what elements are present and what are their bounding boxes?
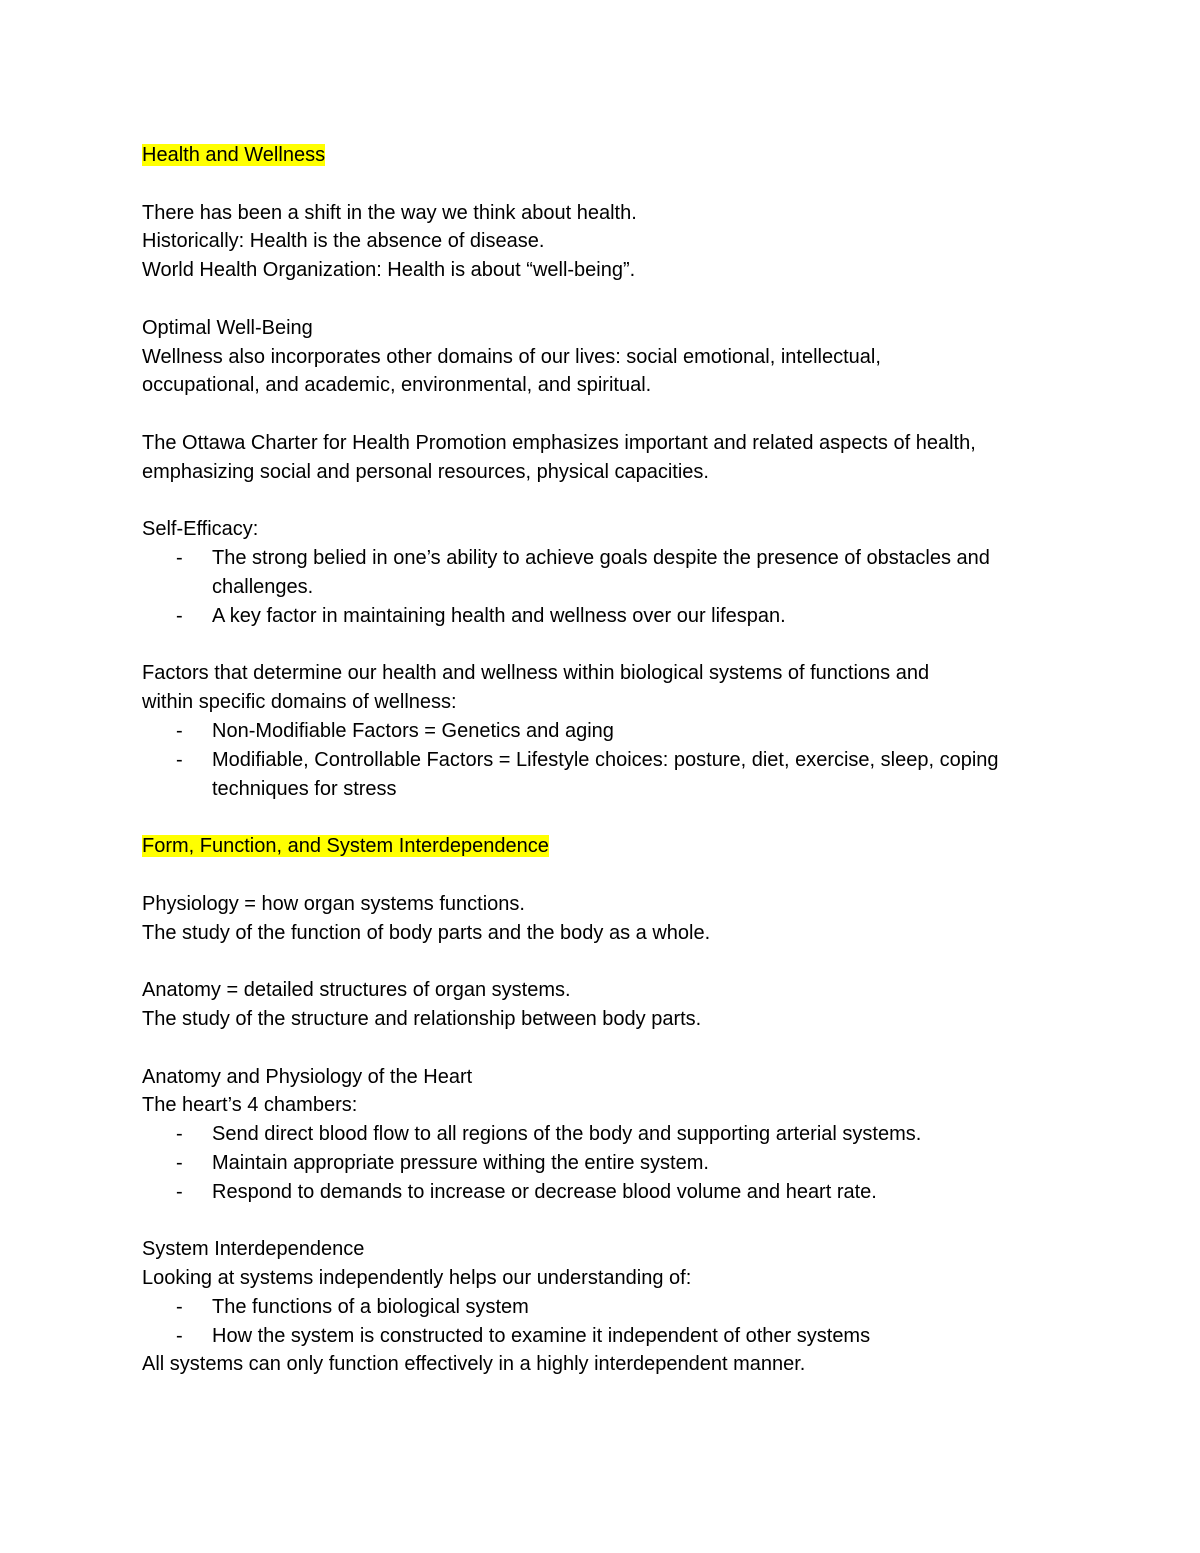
subheading-self-efficacy: Self-Efficacy: <box>142 518 259 541</box>
paragraph: The study of the structure and relationship between body parts. <box>142 1007 702 1030</box>
factors-list <box>142 717 1072 803</box>
paragraph: Wellness also incorporates other domains of our lives: social emotional, intellectual, <box>142 345 881 368</box>
paragraph: The heart’s 4 chambers: <box>142 1094 358 1117</box>
list-item: - Maintain appropriate pressure withing the entire system. <box>142 1149 1072 1178</box>
paragraph: There has been a shift in the way we think about health. <box>142 201 637 224</box>
paragraph: Anatomy = detailed structures of organ systems. <box>142 979 571 1002</box>
subheading-optimal-well-being: Optimal Well-Being <box>142 316 313 339</box>
subheading-heart: Anatomy and Physiology of the Heart <box>142 1065 473 1088</box>
dash-bullet: - <box>176 748 183 771</box>
heart-list <box>142 1120 1072 1206</box>
dash-bullet: - <box>176 1295 183 1318</box>
paragraph: Looking at systems independently helps our understanding of: <box>142 1267 692 1290</box>
self-efficacy-list <box>142 544 1072 630</box>
heading-health-and-wellness: Health and Wellness <box>142 144 326 166</box>
heading-form-function: Form, Function, and System Interdependence <box>142 835 549 858</box>
paragraph: The study of the function of body parts and the body as a whole. <box>142 921 711 944</box>
paragraph: World Health Organization: Health is about “well-being”. <box>142 259 636 282</box>
dash-bullet: - <box>176 1151 183 1174</box>
document-body <box>142 141 1072 1379</box>
list-item: - Send direct blood flow to all regions of the body and supporting arterial systems. <box>142 1120 1072 1149</box>
dash-bullet: - <box>176 1123 183 1146</box>
dash-bullet: - <box>176 1180 183 1203</box>
paragraph: All systems can only function effectively in a highly interdependent manner. <box>142 1353 806 1376</box>
list-item: - How the system is constructed to examine it independent of other systems <box>142 1322 1072 1351</box>
paragraph: Historically: Health is the absence of disease. <box>142 230 545 253</box>
dash-bullet: - <box>176 719 183 742</box>
subheading-system-interdependence: System Interdependence <box>142 1238 365 1261</box>
paragraph: occupational, and academic, environmental, and spiritual. <box>142 374 652 397</box>
dash-bullet: - <box>176 1324 183 1347</box>
paragraph: within specific domains of wellness: <box>142 691 457 714</box>
paragraph: Physiology = how organ systems functions. <box>142 892 525 915</box>
list-item: - Modifiable, Controllable Factors = Lifestyle choices: posture, diet, exercise, sleep, coping techniques for stress <box>142 746 1072 804</box>
list-item: - The strong belied in one’s ability to achieve goals despite the presence of obstacles and challenges. <box>142 544 1072 602</box>
paragraph: Factors that determine our health and wellness within biological systems of functions and <box>142 662 930 685</box>
list-item: - Non-Modifiable Factors = Genetics and aging <box>142 717 1072 746</box>
list-item: - The functions of a biological system <box>142 1293 1072 1322</box>
list-item: - A key factor in maintaining health and wellness over our lifespan. <box>142 602 1072 631</box>
dash-bullet: - <box>176 547 183 570</box>
dash-bullet: - <box>176 604 183 627</box>
paragraph: The Ottawa Charter for Health Promotion emphasizes important and related aspects of health, <box>142 431 976 454</box>
paragraph: emphasizing social and personal resources, physical capacities. <box>142 460 709 483</box>
list-item: - Respond to demands to increase or decrease blood volume and heart rate. <box>142 1178 1072 1207</box>
system-list <box>142 1293 1072 1351</box>
